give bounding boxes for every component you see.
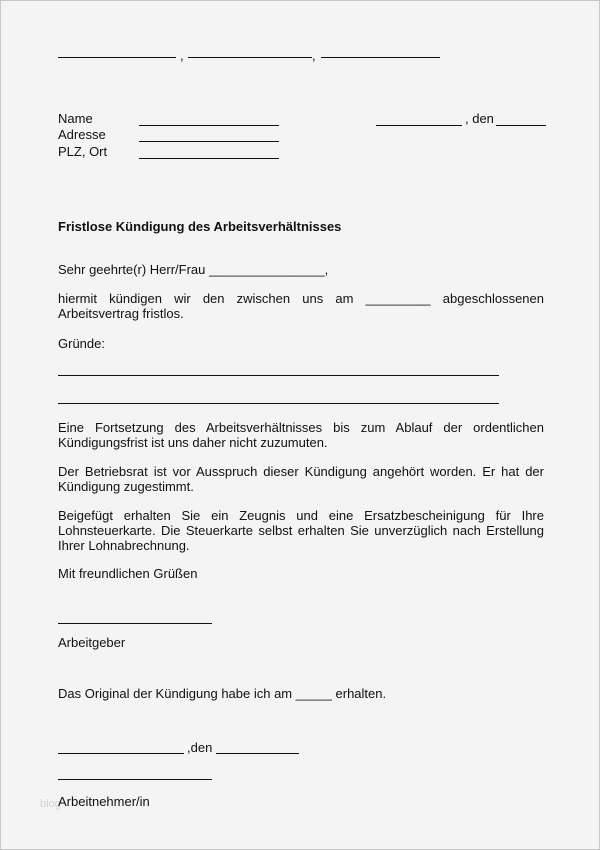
employer-signature-line[interactable] <box>58 623 212 624</box>
receipt-den-label: ,den <box>187 740 213 755</box>
den-label: , den <box>465 111 494 126</box>
label-name: Name <box>58 111 93 126</box>
salutation: Sehr geehrte(r) Herr/Frau ________________, <box>58 262 329 277</box>
reasons-blank-1[interactable] <box>58 375 499 376</box>
header-blank-1[interactable] <box>58 57 176 58</box>
reasons-blank-2[interactable] <box>58 403 499 404</box>
header-comma-1: , <box>180 48 184 63</box>
date-blank[interactable] <box>496 125 546 126</box>
document-title: Fristlose Kündigung des Arbeitsverhältnisses <box>58 219 342 234</box>
reasons-label: Gründe: <box>58 336 105 351</box>
employee-signature-line[interactable] <box>58 779 212 780</box>
receipt-text: Das Original der Kündigung habe ich am _____ erhalten. <box>58 686 387 701</box>
employee-label: Arbeitnehmer/in <box>58 794 150 809</box>
address-blank[interactable] <box>139 141 279 142</box>
receipt-date-blank[interactable] <box>216 753 299 754</box>
watermark: blog <box>40 798 61 810</box>
place-blank[interactable] <box>376 125 462 126</box>
paragraph-enclosures: Beigefügt erhalten Sie ein Zeugnis und eine Ersatzbescheinigung für Ihre Lohnsteuerkarte. Die Steuerkarte selbst erhalten Sie unverzüglich nach Erstellung Ihrer Lohnabrechnung. <box>58 508 544 553</box>
label-address: Adresse <box>58 127 106 142</box>
receipt-place-blank[interactable] <box>58 753 184 754</box>
zip-city-blank[interactable] <box>139 158 279 159</box>
intro-paragraph: hiermit kündigen wir den zwischen uns am _________ abgeschlossenen Arbeitsvertrag fristlos. <box>58 291 544 321</box>
paragraph-continuation: Eine Fortsetzung des Arbeitsverhältnisses bis zum Ablauf der ordentlichen Kündigungsfrist ist uns daher nicht zuzumuten. <box>58 420 544 450</box>
header-blank-2[interactable] <box>188 57 312 58</box>
name-blank[interactable] <box>139 125 279 126</box>
closing: Mit freundlichen Grüßen <box>58 566 198 581</box>
employer-label: Arbeitgeber <box>58 635 126 650</box>
header-blank-3[interactable] <box>321 57 440 58</box>
label-zip-city: PLZ, Ort <box>58 144 108 159</box>
paragraph-works-council: Der Betriebsrat ist vor Ausspruch dieser Kündigung angehört worden. Er hat der Kündigung zugestimmt. <box>58 464 544 494</box>
header-comma-2: , <box>312 48 316 63</box>
